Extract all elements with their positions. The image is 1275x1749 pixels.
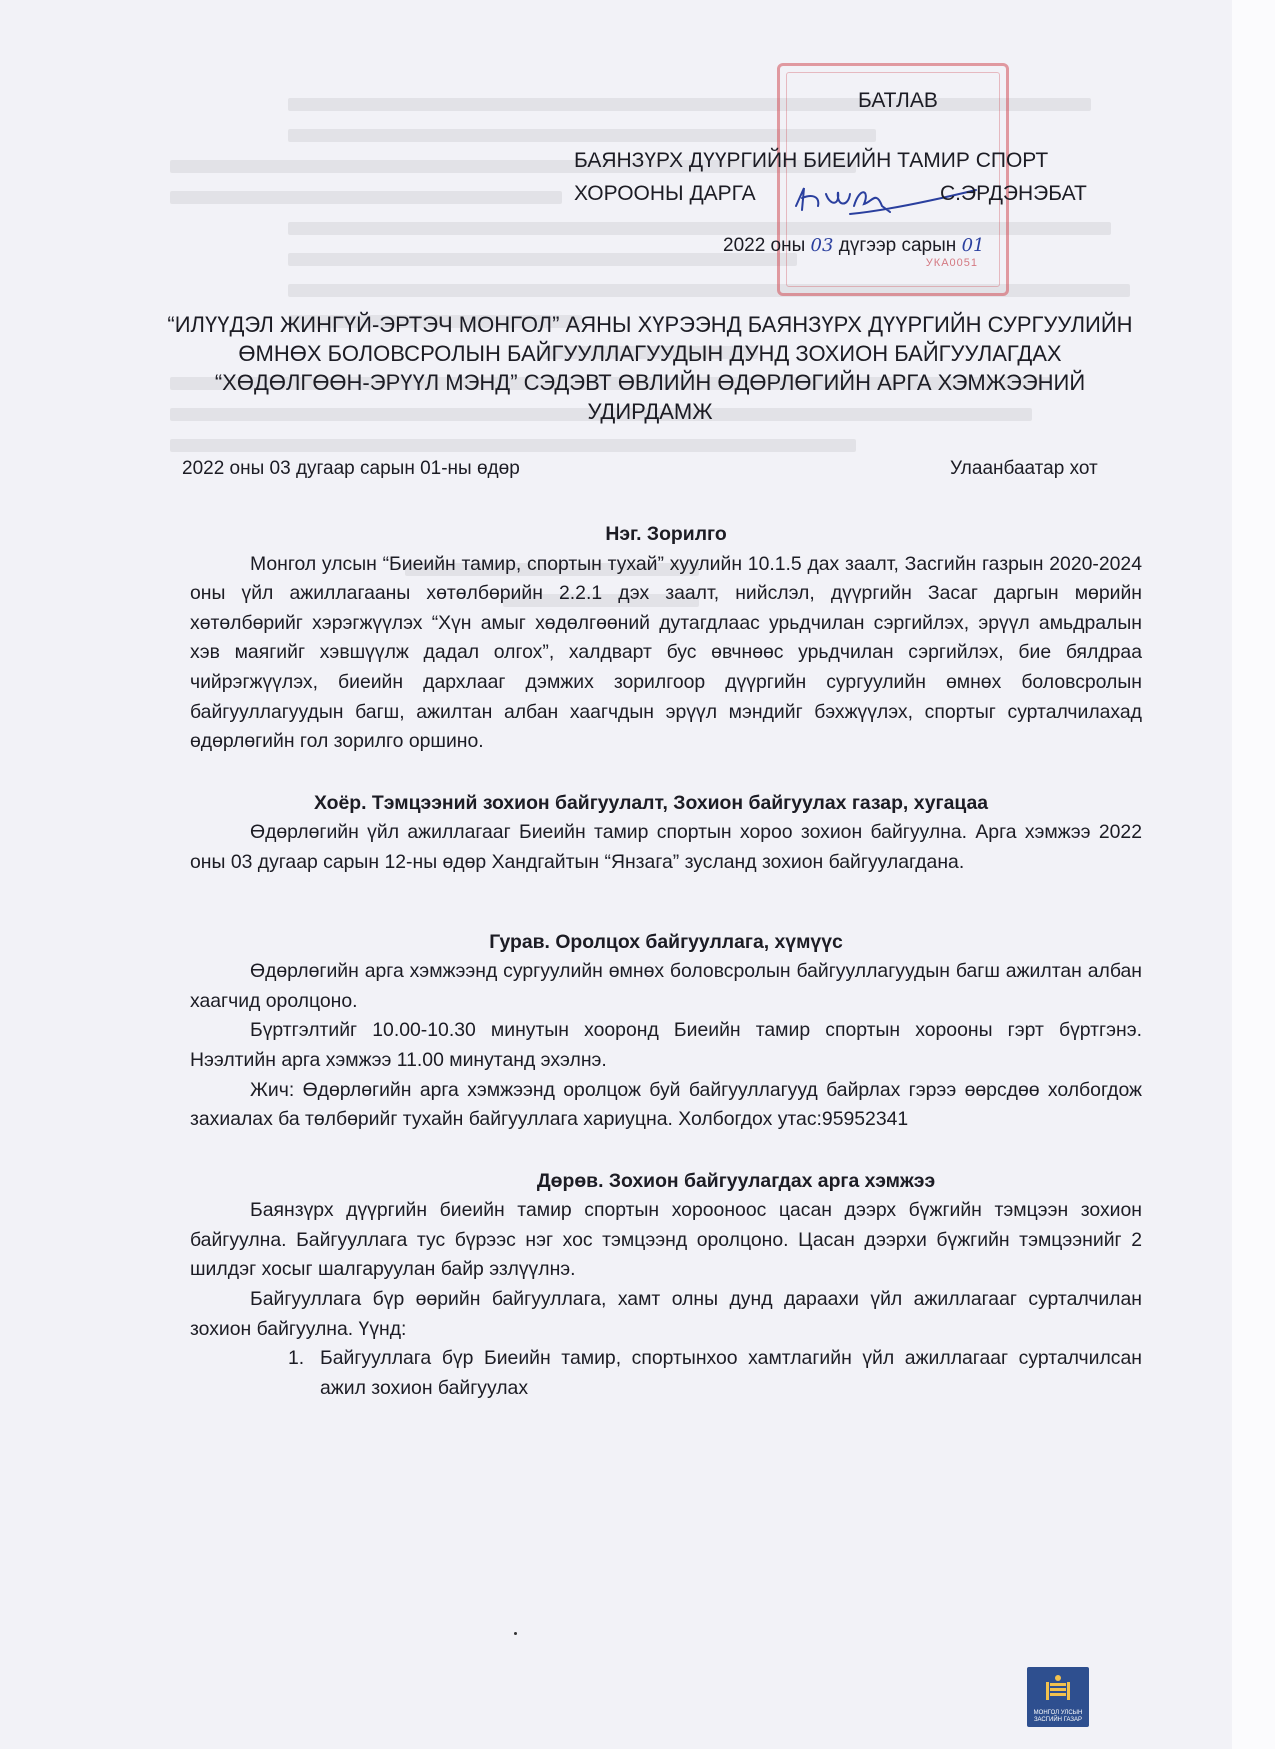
list-item-text: Байгууллага бүр Биеийн тамир, спортынхоо хамтлагийн үйл ажиллагааг сурталчилсан ажил зохион байгуулах <box>320 1347 1142 1399</box>
activity-list <box>190 1344 1142 1403</box>
section-3-note: Жич: Өдөрлөгийн арга хэмжээнд оролцож буй байгууллагууд байрлах гэрээ өөрсдөө холбогдож захиалах ба төлбөрийг тухайн байгууллага хариуцна. Холбогдох утас:95952341 <box>190 1078 1142 1131</box>
soyombo-icon <box>1044 1673 1072 1703</box>
section-4-heading: Дөрөв. Зохион байгуулагдах арга хэмжээ <box>536 1169 936 1192</box>
approval-date <box>723 229 984 262</box>
approval-line-1: БАЯНЗҮРХ ДҮҮРГИЙН БИЕИЙН ТАМИР СПОРТ <box>574 149 1049 172</box>
stamp-code: УКА0051 <box>925 257 978 269</box>
document-date: 2022 оны 03 дугаар сарын 01-ны өдөр <box>182 458 520 479</box>
document-title: “ИЛҮҮДЭЛ ЖИНГҮЙ-ЭРТЭЧ МОНГОЛ” АЯНЫ ХҮРЭЭНД БАЯНЗҮРХ ДҮҮРГИЙН СУРГУУЛИЙН ӨМНӨХ БОЛОВСРОЛЫН БАЙГУУЛЛАГУУДЫН ДУНД ЗОХИОН БАЙГУУЛАГДАХ “ХӨДӨЛГӨӨН-ЭРҮҮЛ МЭНД” СЭДЭВТ ӨВЛИЙН ӨДӨРЛӨГИЙН АРГА ХЭМЖЭЭНИЙ УДИРДАМЖ <box>167 312 1133 424</box>
logo-caption: МОНГОЛ УЛСЫН ЗАСГИЙН ГАЗАР <box>1033 1710 1083 1723</box>
section-1-paragraph: Монгол улсын “Биеийн тамир, спортын тухай” хуулийн 10.1.5 дах заалт, Засгийн газрын 2020-2024 оны үйл ажиллагааны хөтөлбөрийн 2.2.1 дэх заалт, нийслэл, дүүргийн Засаг даргын мөрийн хөтөлбөрийг хэрэгжүүлэх “Хүн амыг хөдөлгөөний дутагдлаас урьдчилан сэргийлэх, эрүүл амьдралын хэв маягийг хэвшүүлж дадал олгох”, халдварт бус өвчнөөс урьдчилан сэргийлэх, бие бялдраа чийрэгжүүлэх, биеийн дархлааг дэмжих зорилгоор дүүргийн сургуулийн өмнөх боловсролын байгууллагуудын багш, ажилтан албан хаагчдын эрүүл мэндийг бэхжүүлэх, спортыг сурталчилахад өдөрлөгийн гол зорилго оршино. <box>190 552 1142 753</box>
scan-speck <box>514 1632 517 1635</box>
approver-name: С.ЭРДЭНЭБАТ <box>940 182 1087 205</box>
approval-date-mid: дүгээр сарын <box>838 235 957 256</box>
approval-date-day: 01 <box>961 235 985 256</box>
section-4-paragraph-1: Баянзүрх дүүргийн биеийн тамир спортын хорооноос цасан дээрх бүжгийн тэмцээн зохион байгуулна. Байгууллага тус бүрээс нэг хос тэмцээнд оролцоно. Цасан дээрхи бүжгийн тэмцээнийг 2 шилдэг хосыг шалгаруулан байр эзлүүлнэ. <box>190 1199 1142 1281</box>
section-1-heading: Нэг. Зорилго <box>605 523 727 545</box>
page-edge <box>1232 0 1275 1749</box>
approval-date-year: 2022 оны <box>723 235 806 256</box>
list-item-number: 1. <box>288 1347 305 1370</box>
approval-date-month: 03 <box>810 235 834 256</box>
approval-line-2: ХОРООНЫ ДАРГА <box>574 182 756 205</box>
section-2-heading: Хоёр. Тэмцээний зохион байгуулалт, Зохион байгуулах газар, хугацаа <box>314 791 989 814</box>
list-item <box>190 1344 1142 1403</box>
section-3-paragraph-1: Өдөрлөгийн арга хэмжээнд сургуулийн өмнөх боловсролын байгууллагуудын багш ажилтан албан хаагчид оролцоно. <box>190 960 1142 1012</box>
section-3-paragraph-2: Бүртгэлтийг 10.00-10.30 минутын хооронд Биеийн тамир спортын хорооны гэрт бүртгэнэ. Нээлтийн арга хэмжээ 11.00 минутанд эхэлнэ. <box>190 1019 1142 1071</box>
section-2-paragraph: Өдөрлөгийн үйл ажиллагааг Биеийн тамир спортын хороо зохион байгуулна. Арга хэмжээ 2022 оны 03 дугаар сарын 12-ны өдөр Хандгайтын “Янзага” зусланд зохион байгуулагдана. <box>190 821 1142 873</box>
document-body <box>190 520 1142 1403</box>
government-logo <box>1027 1667 1089 1727</box>
document-place: Улаанбаатар хот <box>950 458 1098 479</box>
section-3-heading: Гурав. Оролцох байгууллага, хүмүүс <box>489 930 843 953</box>
section-4-paragraph-2: Байгууллага бүр өөрийн байгууллага, хамт олны дунд дараахи үйл ажиллагааг сурталчилан зохион байгуулна. Үүнд: <box>190 1288 1142 1340</box>
approval-heading: БАТЛАВ <box>858 89 938 112</box>
